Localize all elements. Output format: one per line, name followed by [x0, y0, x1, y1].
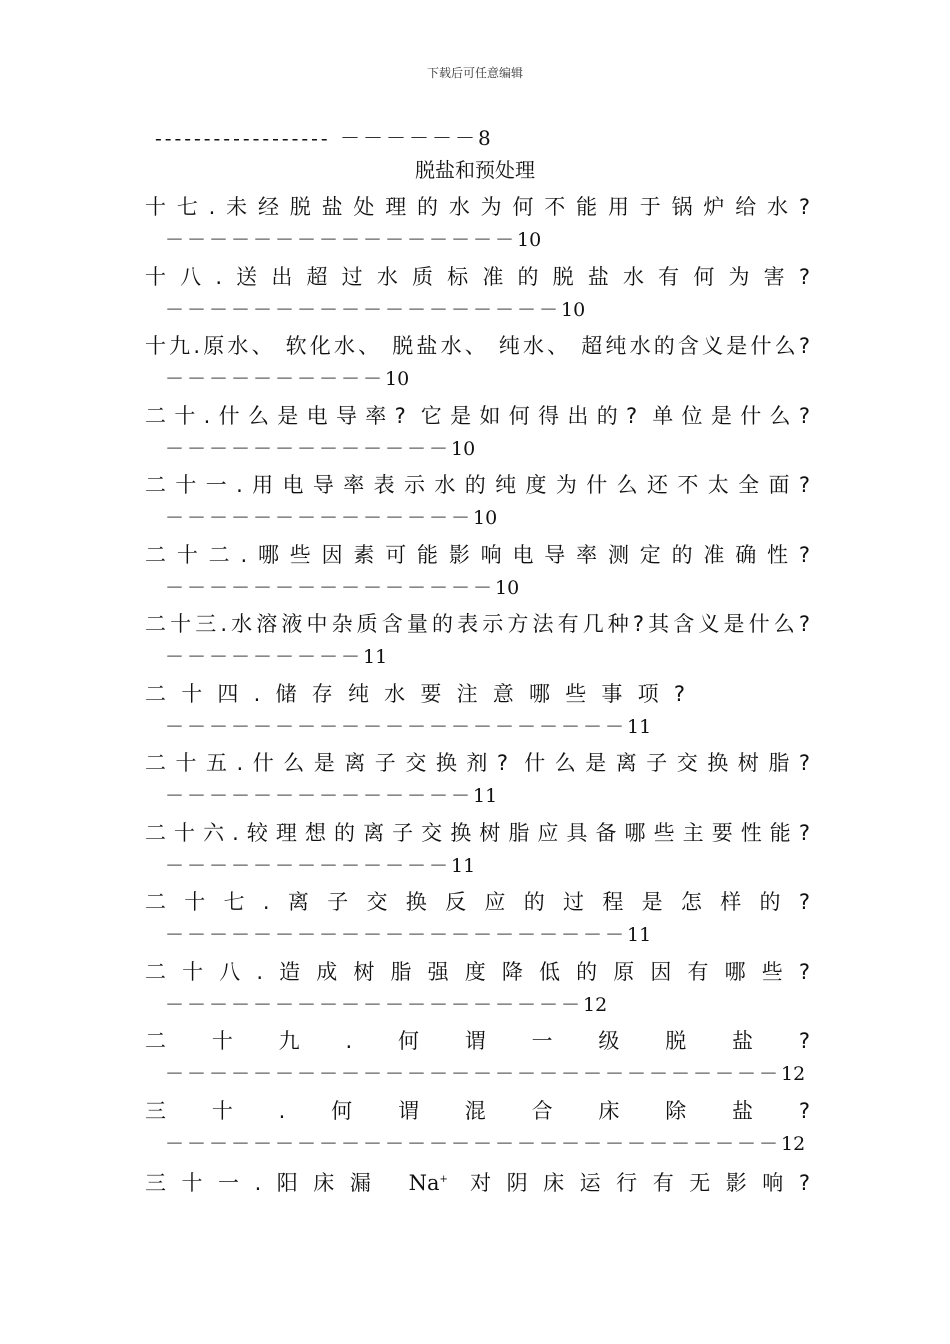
page-number: 12 — [583, 993, 608, 1016]
toc-question: 十七.未经脱盐处理的水为何不能用于锅炉给水? — [145, 195, 810, 219]
charge-superscript: + — [439, 1174, 448, 1185]
leader-dashes: －－－－－－－－－－－－－－ — [165, 785, 474, 807]
toc-leader — [145, 989, 810, 1021]
leader-dashes: －－－－－－－－－－ — [165, 368, 386, 390]
toc-question: 十八.送出超过水质标准的脱盐水有何为害? — [145, 264, 810, 289]
toc-leader — [145, 224, 810, 256]
leader-dashes: －－－－－－－－－－－－－－－－－－ — [165, 298, 562, 321]
toc-leader — [145, 572, 810, 604]
table-of-contents — [145, 190, 810, 1233]
page-number: 10 — [495, 576, 520, 599]
toc-entry — [145, 1094, 810, 1164]
toc-question-last — [145, 1163, 810, 1197]
toc-entry — [145, 329, 810, 399]
toc-leader — [145, 294, 810, 326]
leader-dashes: －－－－－－－－－－－－－－－－－－－－－－－－－－－－ — [165, 1132, 782, 1155]
leader-dashes: －－－－－－－－－－－－－ — [165, 437, 452, 460]
toc-entry — [145, 746, 810, 816]
page-number: 11 — [473, 785, 498, 807]
page-number: 11 — [627, 924, 652, 946]
toc-entry — [145, 538, 810, 608]
page-number: 10 — [473, 507, 498, 529]
leader-dashes: －－－－－－－－－－－－－－－ — [165, 576, 496, 599]
watermark: 下载后可任意编辑 — [426, 66, 523, 80]
toc-leader — [145, 363, 810, 395]
toc-entry — [145, 190, 810, 260]
page-number: 12 — [781, 1132, 806, 1155]
toc-question: 二十三.水溶液中杂质含量的表示方法有几种?其含义是什么? — [145, 612, 810, 636]
toc-entry — [145, 885, 810, 955]
leader-dashes: ------------------ －－－－－－ — [155, 126, 478, 150]
toc-question: 二十八.造成树脂强度降低的原因有哪些? — [145, 959, 810, 984]
section-title: 脱盐和预处理 — [415, 158, 535, 182]
leader-dashes: －－－－－－－－－－－－－－－－－－－ — [165, 993, 584, 1016]
page-number: 11 — [451, 854, 476, 877]
toc-entry — [145, 955, 810, 1025]
page-number: 10 — [561, 298, 586, 321]
toc-entry — [145, 260, 810, 330]
toc-leader — [145, 502, 810, 534]
toc-entry — [145, 1024, 810, 1094]
toc-entry — [145, 1163, 810, 1233]
page-number: 10 — [385, 368, 410, 390]
toc-question: 二十九.何谓一级脱盐? — [145, 1029, 810, 1053]
toc-question: 二十五.什么是离子交换剂? 什么是离子交换树脂? — [145, 751, 810, 775]
page-number: 11 — [627, 715, 652, 738]
toc-question: 二十二.哪些因素可能影响电导率测定的准确性? — [145, 542, 810, 567]
toc-question: 二十七.离子交换反应的过程是怎样的? — [145, 890, 810, 914]
toc-leader — [145, 641, 810, 673]
element-symbol: Na — [408, 1171, 440, 1195]
toc-leader — [145, 711, 810, 743]
toc-question: 二十四.储存纯水要注意哪些事项? — [145, 681, 685, 706]
toc-leader — [145, 780, 810, 812]
leader-dashes: －－－－－－－－－－－－－－ — [165, 507, 474, 529]
toc-entry — [145, 468, 810, 538]
leader-dashes: －－－－－－－－－－－－－－－－ — [165, 229, 518, 251]
toc-leader — [145, 433, 810, 465]
toc-question: 十九.原水、 软化水、 脱盐水、 纯水、 超纯水的含义是什么? — [145, 334, 810, 358]
toc-entry — [145, 399, 810, 469]
toc-leader-top — [155, 122, 491, 151]
toc-question: 二十一.用电导率表示水的纯度为什么还不太全面? — [145, 473, 810, 497]
page-number: 8 — [478, 126, 491, 150]
page-number: 12 — [781, 1063, 806, 1085]
toc-leader — [145, 919, 810, 951]
sodium-ion — [409, 1171, 448, 1195]
leader-dashes: －－－－－－－－－－－－－－－－－－－－－ — [165, 924, 628, 946]
toc-leader — [145, 850, 810, 882]
page-number: 11 — [363, 646, 388, 668]
question-text: 对阴床运行有无影响? — [470, 1171, 810, 1195]
page-number: 10 — [451, 437, 476, 460]
toc-entry — [145, 607, 810, 677]
leader-dashes: －－－－－－－－－－－－－ — [165, 854, 452, 877]
leader-dashes: －－－－－－－－－－－－－－－－－－－－－－－－－－－－ — [165, 1063, 782, 1085]
toc-question: 三十.何谓混合床除盐? — [145, 1098, 810, 1123]
leader-dashes: －－－－－－－－－ — [165, 646, 364, 668]
toc-question: 二十六.较理想的离子交换树脂应具备哪些主要性能? — [145, 820, 810, 845]
question-text: 三十一.阳床漏 — [145, 1171, 387, 1195]
page-number: 10 — [517, 229, 542, 251]
leader-dashes: －－－－－－－－－－－－－－－－－－－－－ — [165, 715, 628, 738]
toc-entry — [145, 677, 810, 747]
toc-leader — [145, 1058, 810, 1090]
toc-leader — [145, 1128, 810, 1160]
toc-entry — [145, 816, 810, 886]
toc-question: 二十.什么是电导率? 它是如何得出的? 单位是什么? — [145, 403, 810, 428]
